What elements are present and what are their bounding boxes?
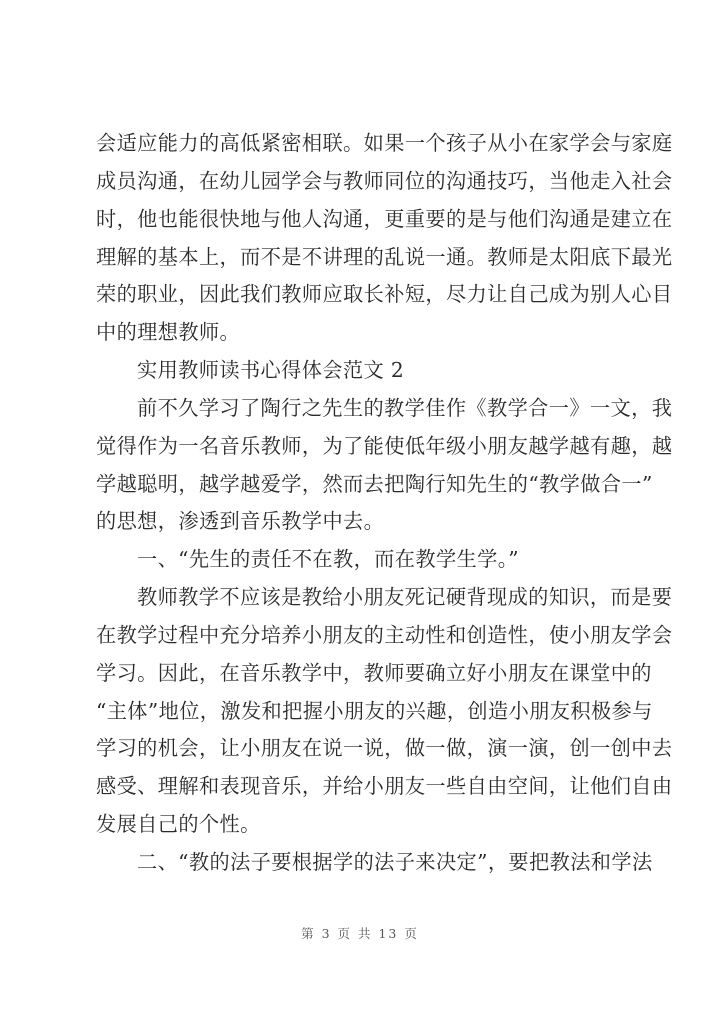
paragraph-line: 会适应能力的高低紧密相联。如果一个孩子从小在家学会与家庭 — [96, 131, 673, 155]
paragraph-line: 时，他也能很快地与他人沟通，更重要的是与他们沟通是建立在 — [96, 207, 673, 231]
paragraph-line: 的思想，渗透到音乐教学中去。 — [96, 509, 385, 533]
section-heading: 实用教师读书心得体会范文 2 — [137, 358, 405, 382]
paragraph-line: 前不久学习了陶行之先生的教学佳作《教学合一》一文，我 — [137, 396, 673, 420]
paragraph-line: 学习。因此，在音乐教学中，教师要确立好小朋友在课堂中的 — [96, 661, 652, 685]
page-number-footer: 第 3 页 共 13 页 — [301, 926, 419, 941]
paragraph-line: 在教学过程中充分培养小朋友的主动性和创造性，使小朋友学会 — [96, 623, 673, 647]
subheading-2: 二、“教的法子要根据学的法子来决定”，要把教法和学法 — [137, 850, 653, 874]
paragraph-line: 学习的机会，让小朋友在说一说，做一做，演一演，创一创中去 — [96, 736, 673, 760]
paragraph-line: 教师教学不应该是教给小朋友死记硬背现成的知识，而是要 — [137, 585, 673, 609]
paragraph-line: 学越聪明，越学越爱学，然而去把陶行知先生的“教学做合一” — [96, 472, 653, 496]
paragraph-line: 发展自己的个性。 — [96, 812, 261, 836]
paragraph-line: “主体”地位，激发和把握小朋友的兴趣，创造小朋友积极参与 — [96, 699, 653, 723]
subheading-1: 一、“先生的责任不在教，而在教学生学。” — [137, 547, 519, 571]
paragraph-line: 中的理想教师。 — [96, 320, 241, 344]
paragraph-line: 荣的职业，因此我们教师应取长补短，尽力让自己成为别人心目 — [96, 282, 673, 306]
paragraph-line: 觉得作为一名音乐教师，为了能使低年级小朋友越学越有趣，越 — [96, 434, 673, 458]
paragraph-line: 理解的基本上，而不是不讲理的乱说一通。教师是太阳底下最光 — [96, 245, 673, 269]
paragraph-line: 感受、理解和表现音乐，并给小朋友一些自由空间，让他们自由 — [96, 774, 673, 798]
paragraph-line: 成员沟通，在幼儿园学会与教师同位的沟通技巧，当他走入社会 — [96, 169, 673, 193]
